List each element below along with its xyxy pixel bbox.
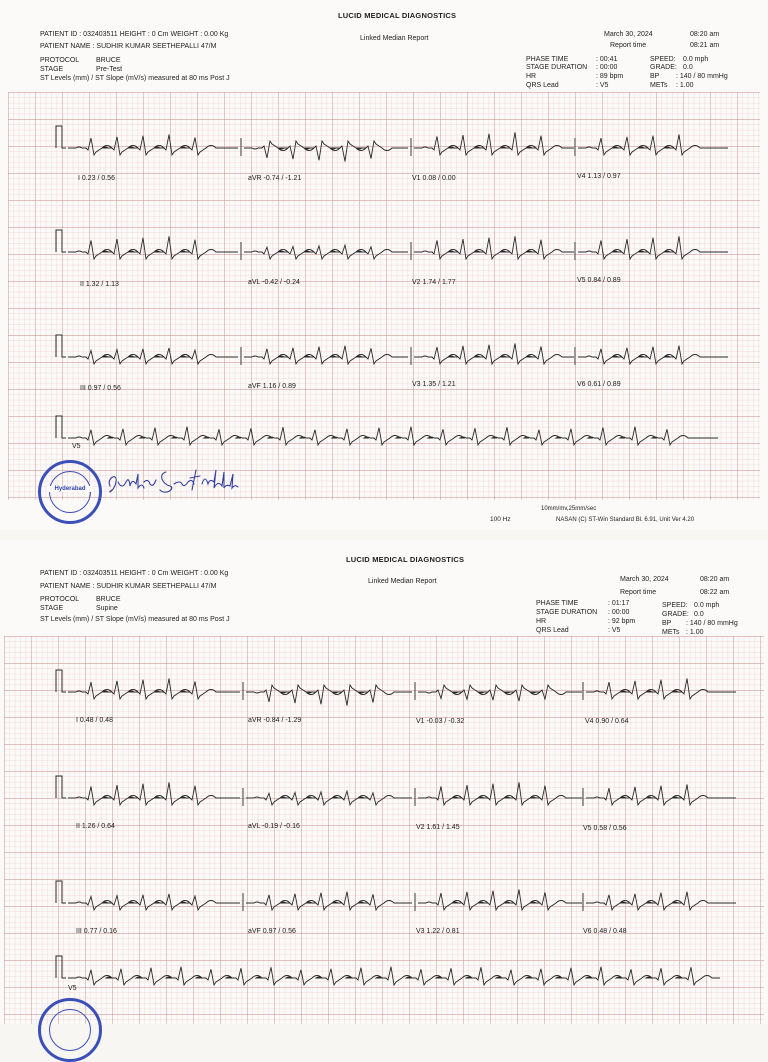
ecg-waveform <box>418 685 582 701</box>
mets-value: : 1.00 <box>686 629 704 636</box>
phase-time-label: PHASE TIME <box>536 600 579 607</box>
grade-label: GRADE: <box>662 611 689 618</box>
mets-value: : 1.00 <box>676 82 694 89</box>
ecg-waveform <box>68 348 238 364</box>
stage-label: STAGE <box>40 605 64 612</box>
hr-value: : 92 bpm <box>608 618 636 625</box>
lead-label-v4: V4 1.13 / 0.97 <box>577 173 621 180</box>
ecg-waveform <box>578 135 728 156</box>
report-date: March 30, 2024 <box>604 31 653 38</box>
lead-label-avf: aVF 1.16 / 0.89 <box>248 383 296 390</box>
lead-label-i: I 0.23 / 0.56 <box>78 175 115 182</box>
calibration-pulse <box>56 230 66 252</box>
ecg-traces <box>0 540 768 1024</box>
report-sheet-1 <box>0 0 768 530</box>
signature <box>104 460 244 500</box>
hospital-stamp <box>38 998 102 1062</box>
stage-duration-value: : 00:00 <box>608 609 630 616</box>
ecg-waveform <box>246 791 412 805</box>
lead-label-iii: III 0.97 / 0.56 <box>80 385 121 392</box>
ecg-waveform <box>68 135 238 156</box>
stage-label: STAGE <box>40 66 64 73</box>
report-clock: 08:20 am <box>700 576 730 583</box>
lead-label-v4: V4 0.90 / 0.64 <box>585 718 629 725</box>
ecg-waveform <box>68 894 240 910</box>
report-subtitle: Linked Median Report <box>360 35 429 42</box>
report-time-label: Report time <box>610 42 647 49</box>
stage-value: Pre-Test <box>96 66 123 73</box>
ecg-waveform <box>578 346 728 364</box>
lead-label-avr: aVR -0.84 / -1.29 <box>248 717 302 724</box>
rhythm-lead-label: V5 <box>68 985 77 992</box>
bp-label: BP <box>650 73 660 80</box>
patient-id-line: PATIENT ID : 032403511 HEIGHT : 0 Cm WEIGHT : 0.00 Kg <box>40 31 229 38</box>
speed-value: 0.0 mph <box>683 56 709 63</box>
footer-software: NASAN (C) ST-Win Standard Bl. 6.91, Unit Ver 4.20 <box>556 517 695 523</box>
ecg-waveform <box>414 132 574 155</box>
phase-time-value: : 01:17 <box>608 600 630 607</box>
hr-value: : 89 bpm <box>596 73 624 80</box>
calibration-pulse <box>56 776 66 798</box>
report-title: LUCID MEDICAL DIAGNOSTICS <box>338 11 457 20</box>
stage-value: Supine <box>96 605 118 612</box>
qrs-lead-label: QRS Lead <box>536 627 569 634</box>
calibration-pulse <box>56 670 66 692</box>
lead-label-v1: V1 0.08 / 0.00 <box>412 175 456 182</box>
patient-name-line: PATIENT NAME : SUDHIR KUMAR SEETHEPALLI 47/M <box>40 583 217 590</box>
report-time-value: 08:21 am <box>690 42 720 49</box>
ecg-waveform <box>586 679 736 700</box>
lead-label-v1: V1 -0.03 / -0.32 <box>416 718 465 725</box>
lead-label-avf: aVF 0.97 / 0.56 <box>248 928 296 935</box>
lead-label-v2: V2 1.74 / 1.77 <box>412 279 456 286</box>
qrs-lead-value: : V5 <box>596 82 609 89</box>
report-title: LUCID MEDICAL DIAGNOSTICS <box>346 555 465 564</box>
ecg-waveform <box>578 236 728 259</box>
hospital-stamp <box>38 460 102 524</box>
calibration-pulse <box>56 335 66 357</box>
lead-label-v5: V5 0.84 / 0.89 <box>577 277 621 284</box>
grade-value: 0.0 <box>694 611 704 618</box>
grade-label: GRADE: <box>650 64 677 71</box>
speed-label: SPEED: <box>662 602 688 609</box>
st-measure-line: ST Levels (mm) / ST Slope (mV/s) measured at 80 ms Post J <box>40 616 230 623</box>
report-sheet-2 <box>0 540 768 1024</box>
lead-label-v3: V3 1.35 / 1.21 <box>412 381 456 388</box>
protocol-value: BRUCE <box>96 596 121 603</box>
ecg-waveform <box>586 892 736 910</box>
ecg-waveform <box>244 346 408 364</box>
lead-label-iii: III 0.77 / 0.16 <box>76 928 117 935</box>
bp-value: : 140 / 80 mmHg <box>686 620 738 627</box>
qrs-lead-label: QRS Lead <box>526 82 559 89</box>
lead-label-ii: II 1.26 / 0.64 <box>76 823 115 830</box>
speed-label: SPEED: <box>650 56 676 63</box>
lead-label-i: I 0.48 / 0.48 <box>76 717 113 724</box>
lead-label-v3: V3 1.22 / 0.81 <box>416 928 460 935</box>
ecg-traces <box>0 0 768 530</box>
footer-scale: 10mm/mv,25mm/sec <box>541 506 597 512</box>
ecg-waveform <box>68 679 240 700</box>
ecg-waveform <box>414 344 574 365</box>
bp-label: BP <box>662 620 672 627</box>
report-subtitle: Linked Median Report <box>368 578 437 585</box>
phase-time-value: : 00:41 <box>596 56 618 63</box>
speed-value: 0.0 mph <box>694 602 720 609</box>
ecg-waveform <box>246 892 412 910</box>
report-date: March 30, 2024 <box>620 576 669 583</box>
mets-label: METs <box>662 629 680 636</box>
patient-name-line: PATIENT NAME : SUDHIR KUMAR SEETHEPALLI 47/M <box>40 43 217 50</box>
lead-label-v6: V6 0.61 / 0.89 <box>577 381 621 388</box>
lead-label-avr: aVR -0.74 / -1.21 <box>248 175 302 182</box>
footer-filter: 100 Hz <box>490 516 511 523</box>
lead-label-v2: V2 1.61 / 1.45 <box>416 824 460 831</box>
phase-time-label: PHASE TIME <box>526 56 569 63</box>
st-measure-line: ST Levels (mm) / ST Slope (mV/s) measured at 80 ms Post J <box>40 75 230 82</box>
patient-id-line: PATIENT ID : 032403511 HEIGHT : 0 Cm WEIGHT : 0.00 Kg <box>40 570 229 577</box>
protocol-value: BRUCE <box>96 57 121 64</box>
report-clock: 08:20 am <box>690 31 720 38</box>
ecg-waveform <box>68 782 240 805</box>
lead-label-ii: II 1.32 / 1.13 <box>80 281 119 288</box>
hr-label: HR <box>536 618 547 625</box>
calibration-pulse <box>56 126 66 148</box>
stage-duration-value: : 00:00 <box>596 64 618 71</box>
protocol-label: PROTOCOL <box>40 596 80 603</box>
grade-value: 0.0 <box>683 64 693 71</box>
calibration-pulse <box>56 956 66 978</box>
ecg-waveform <box>418 890 582 911</box>
lead-label-v5: V5 0.58 / 0.56 <box>583 825 627 832</box>
mets-label: METs <box>650 82 668 89</box>
ecg-waveform <box>68 427 718 445</box>
qrs-lead-value: : V5 <box>608 627 621 634</box>
lead-label-avl: aVL -0.19 / -0.16 <box>248 823 300 830</box>
report-time-label: Report time <box>620 589 657 596</box>
protocol-label: PROTOCOL <box>40 57 80 64</box>
ecg-waveform <box>244 141 408 162</box>
ecg-waveform <box>418 782 582 805</box>
ecg-waveform <box>68 236 238 259</box>
ecg-waveform <box>246 685 412 706</box>
lead-label-avl: aVL -0.42 / -0.24 <box>248 279 300 286</box>
ecg-waveform <box>586 785 736 806</box>
stamp-city: Hyderabad <box>47 486 93 492</box>
bp-value: : 140 / 80 mmHg <box>676 73 728 80</box>
calibration-pulse <box>56 881 66 903</box>
ecg-waveform <box>68 967 720 985</box>
report-time-value: 08:22 am <box>700 589 730 596</box>
lead-label-v6: V6 0.48 / 0.48 <box>583 928 627 935</box>
stage-duration-label: STAGE DURATION <box>526 64 588 71</box>
calibration-pulse <box>56 416 66 438</box>
ecg-waveform <box>414 236 574 259</box>
ecg-waveform <box>244 245 408 259</box>
stage-duration-label: STAGE DURATION <box>536 609 598 616</box>
hr-label: HR <box>526 73 537 80</box>
rhythm-lead-label: V5 <box>72 443 81 450</box>
